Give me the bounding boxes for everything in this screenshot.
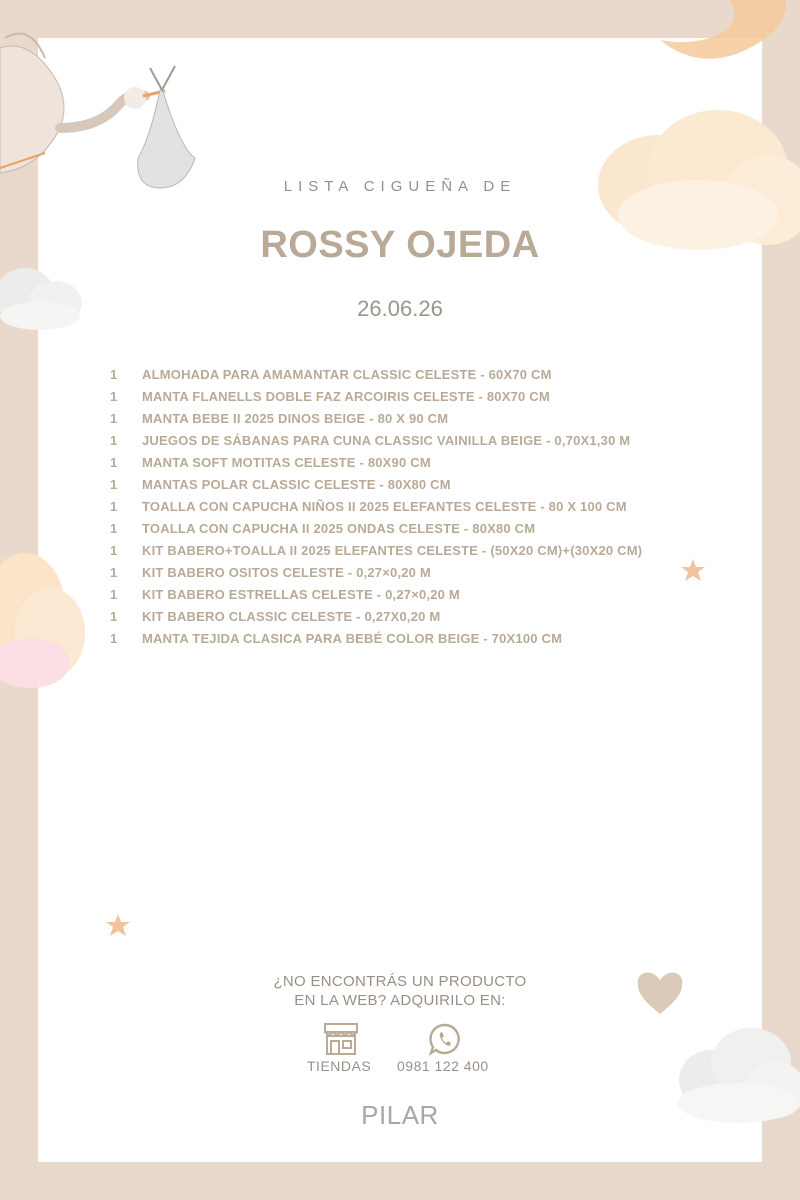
item-quantity: 1 bbox=[110, 586, 118, 602]
item-quantity: 1 bbox=[110, 542, 118, 558]
footer-question-line2: EN LA WEB? ADQUIRILO EN: bbox=[294, 992, 506, 1009]
list-item bbox=[110, 495, 750, 517]
gift-list bbox=[110, 363, 750, 649]
item-description: MANTA BEBE II 2025 DINOS BEIGE - 80 X 90 CM bbox=[142, 410, 449, 426]
star-icon bbox=[105, 913, 131, 937]
item-quantity: 1 bbox=[110, 454, 118, 470]
store-icon[interactable] bbox=[322, 1022, 360, 1056]
list-subtitle: LISTA CIGUEÑA DE bbox=[283, 178, 517, 195]
item-description: TOALLA CON CAPUCHA II 2025 ONDAS CELESTE - 80X80 CM bbox=[142, 520, 536, 536]
item-quantity: 1 bbox=[110, 498, 118, 514]
item-description: MANTA SOFT MOTITAS CELESTE - 80X90 CM bbox=[142, 454, 431, 470]
list-item bbox=[110, 451, 750, 473]
list-item bbox=[110, 539, 750, 561]
item-quantity: 1 bbox=[110, 410, 118, 426]
heart-icon bbox=[634, 966, 686, 1018]
list-item bbox=[110, 473, 750, 495]
brand-logo: PILAR bbox=[361, 1100, 439, 1130]
list-item bbox=[110, 605, 750, 627]
list-item bbox=[110, 363, 750, 385]
whatsapp-icon[interactable] bbox=[428, 1022, 462, 1056]
item-quantity: 1 bbox=[110, 388, 118, 404]
item-description: ALMOHADA PARA AMAMANTAR CLASSIC CELESTE - 60X70 CM bbox=[142, 366, 552, 382]
footer-question-line1: ¿NO ENCONTRÁS UN PRODUCTO bbox=[273, 973, 527, 990]
list-item bbox=[110, 429, 750, 451]
item-quantity: 1 bbox=[110, 520, 118, 536]
item-description: KIT BABERO ESTRELLAS CELESTE - 0,27×0,20 M bbox=[142, 586, 460, 602]
list-date: 26.06.26 bbox=[357, 296, 443, 321]
recipient-name: ROSSY OJEDA bbox=[260, 224, 540, 266]
item-description: JUEGOS DE SÁBANAS PARA CUNA CLASSIC VAINILLA BEIGE - 0,70X1,30 M bbox=[142, 432, 631, 448]
list-item bbox=[110, 561, 750, 583]
item-quantity: 1 bbox=[110, 366, 118, 382]
item-description: MANTA FLANELLS DOBLE FAZ ARCOIRIS CELESTE - 80X70 CM bbox=[142, 388, 550, 404]
list-item bbox=[110, 583, 750, 605]
item-quantity: 1 bbox=[110, 608, 118, 624]
stork-illustration bbox=[0, 18, 200, 198]
item-quantity: 1 bbox=[110, 476, 118, 492]
stores-label[interactable]: TIENDAS bbox=[307, 1058, 372, 1074]
item-description: TOALLA CON CAPUCHA NIÑOS II 2025 ELEFANTES CELESTE - 80 X 100 CM bbox=[142, 498, 627, 514]
list-item bbox=[110, 517, 750, 539]
item-description: KIT BABERO OSITOS CELESTE - 0,27×0,20 M bbox=[142, 564, 431, 580]
moon-decoration bbox=[650, 0, 800, 70]
list-item bbox=[110, 407, 750, 429]
list-item bbox=[110, 385, 750, 407]
phone-number[interactable]: 0981 122 400 bbox=[397, 1058, 489, 1074]
item-description: KIT BABERO+TOALLA II 2025 ELEFANTES CELESTE - (50X20 CM)+(30X20 CM) bbox=[142, 542, 643, 558]
item-description: KIT BABERO CLASSIC CELESTE - 0,27X0,20 M bbox=[142, 608, 441, 624]
list-item bbox=[110, 627, 750, 649]
item-description: MANTA TEJIDA CLASICA PARA BEBÉ COLOR BEIGE - 70X100 CM bbox=[142, 630, 563, 646]
footer-question bbox=[250, 972, 550, 1010]
item-quantity: 1 bbox=[110, 564, 118, 580]
cloud-left-peach bbox=[0, 548, 85, 693]
item-quantity: 1 bbox=[110, 432, 118, 448]
item-description: MANTAS POLAR CLASSIC CELESTE - 80X80 CM bbox=[142, 476, 451, 492]
item-quantity: 1 bbox=[110, 630, 118, 646]
